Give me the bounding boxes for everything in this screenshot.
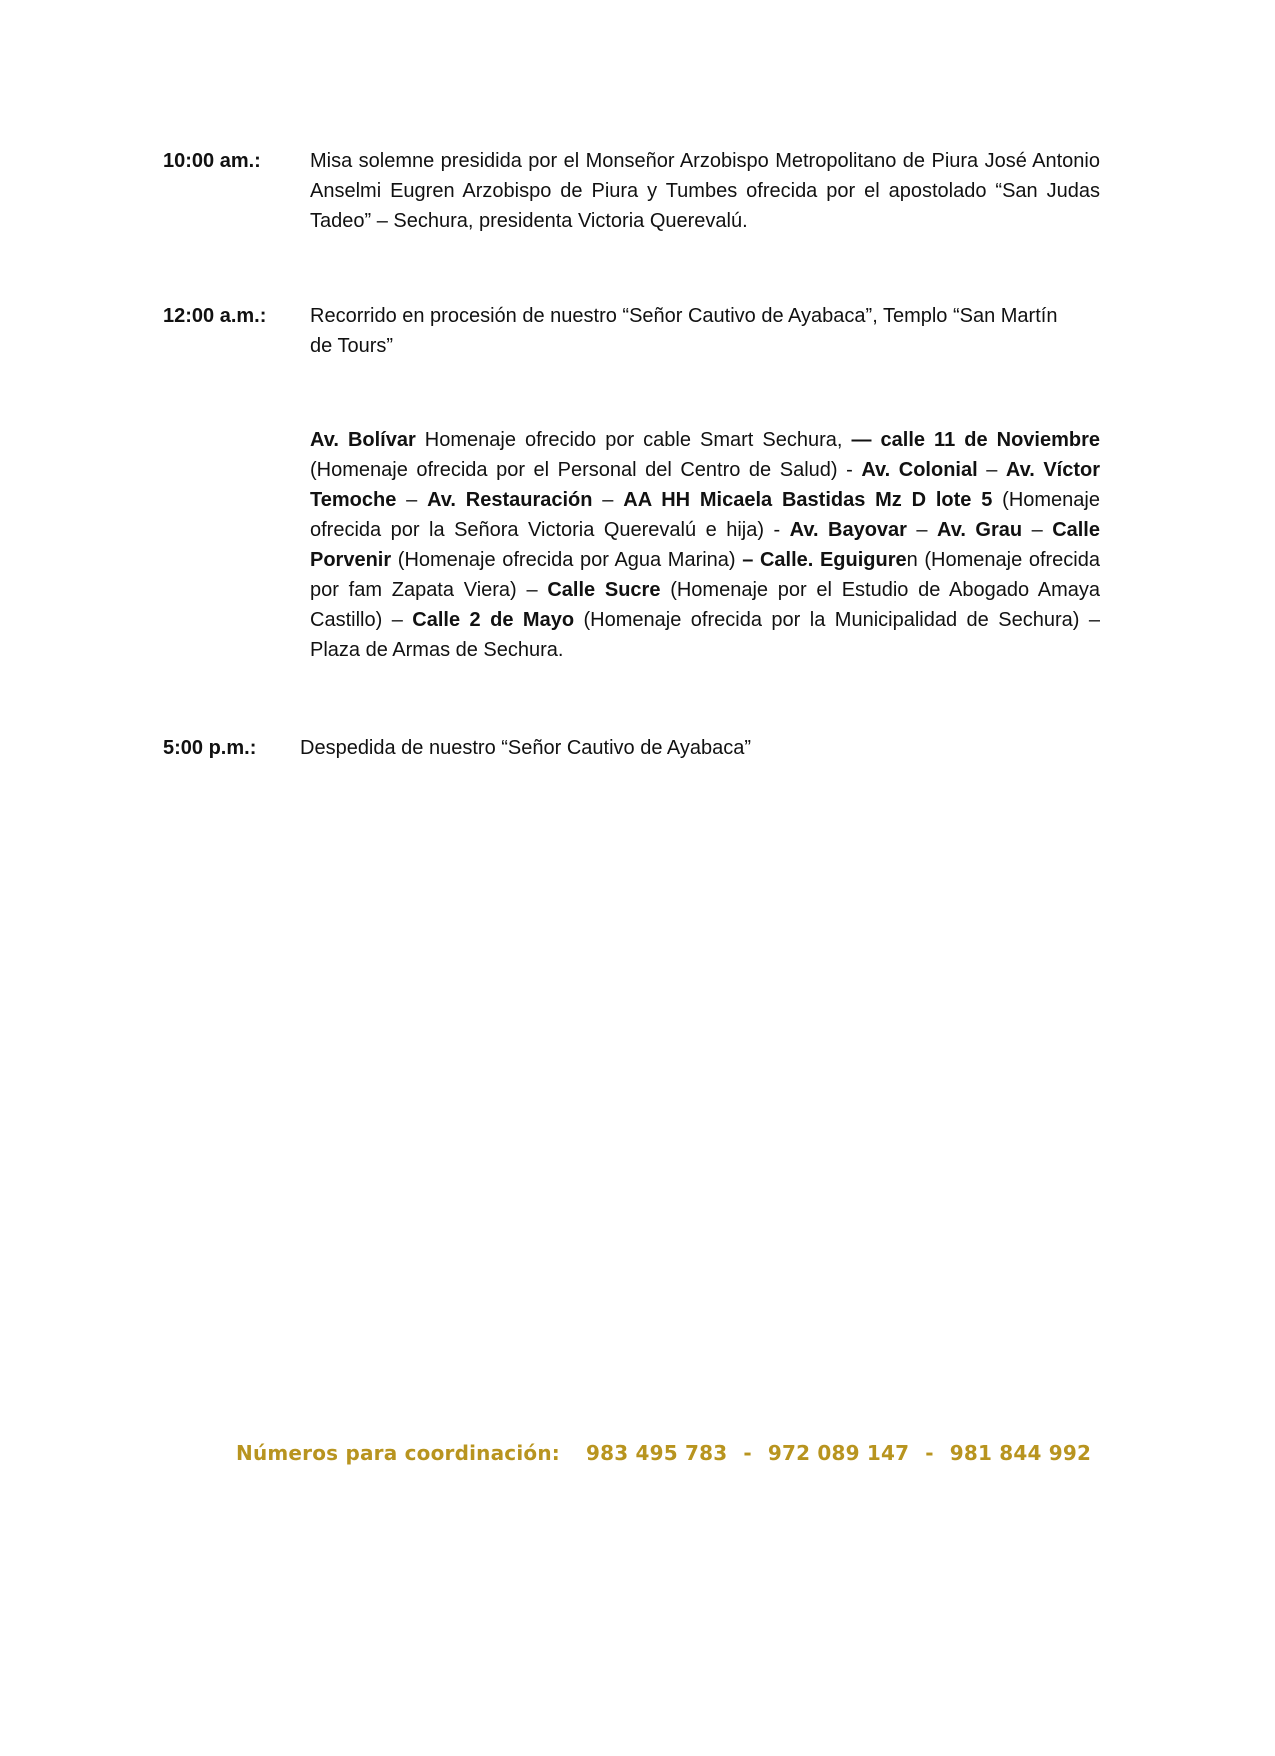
route-segment: – (1022, 519, 1053, 541)
phone-number: 972 089 147 (767, 1441, 910, 1465)
route-segment: – (592, 489, 624, 511)
route-segment: (Homenaje ofrecida por Agua Marina) (391, 549, 743, 571)
route-segment: Calle Porvenir (310, 519, 1100, 571)
schedule-text-3: Despedida de nuestro “Señor Cautivo de Ayabaca” (300, 737, 752, 759)
phone-separator: - (743, 1441, 752, 1465)
route-segment: AA HH Micaela Bastidas Mz D lote 5 (623, 489, 993, 511)
phone-number: 981 844 992 (949, 1441, 1092, 1465)
route-segment: – (906, 519, 938, 541)
route-segment: — calle 11 de Noviembre (851, 429, 1100, 451)
route-segment: Av. Restauración (427, 489, 593, 511)
phone-number: 983 495 783 (585, 1441, 728, 1465)
route-segment: – Calle. Eguigure (742, 549, 907, 571)
schedule-time-2: 12:00 a.m.: (163, 305, 267, 327)
footer-label: Números para coordinación: (236, 1441, 560, 1465)
route-segment: n (Homenaje ofrecida por fam Zapata Viera) – (310, 549, 1100, 601)
route-segment: Av. Bayovar (789, 519, 907, 541)
route-segment: (Homenaje por el Estudio de Abogado Amaya Castillo) – (310, 579, 1101, 631)
schedule-time-1: 10:00 am.: (163, 150, 261, 172)
route-segment: – (396, 489, 428, 511)
schedule-text-2: Recorrido en procesión de nuestro “Señor Cautivo de Ayabaca”, Templo “San Martín de Tours” (310, 305, 1058, 357)
route-segment: – (977, 459, 1006, 481)
route-segment: Calle 2 de Mayo (412, 609, 575, 631)
schedule-text-1: Misa solemne presidida por el Monseñor Arzobispo Metropolitano de Piura José Antonio Anselmi Eugren Arzobispo de Piura y Tumbes ofrecida por el apostolado “San Judas Tadeo” – Sechura, presidenta Victoria Querevalú. (310, 150, 1100, 232)
coordination-footer (236, 1438, 1091, 1468)
route-segment: Av. Bolívar (310, 429, 416, 451)
route-segment: (Homenaje ofrecida por la Municipalidad de Sechura) – Plaza de Armas de Sechura. (310, 609, 1101, 661)
procession-route (310, 425, 1100, 665)
route-segment: (Homenaje ofrecida por el Personal del Centro de Salud) - (310, 459, 862, 481)
phone-separator: - (925, 1441, 934, 1465)
schedule-time-3: 5:00 p.m.: (163, 737, 257, 759)
route-segment: Homenaje ofrecido por cable Smart Sechura, (415, 429, 852, 451)
route-segment: (Homenaje ofrecida por la Señora Victoria Querevalú e hija) - (310, 489, 1100, 541)
route-segment: Av. Víctor Temoche (310, 459, 1100, 511)
route-segment: Calle Sucre (547, 579, 661, 601)
route-segment: Av. Colonial (861, 459, 978, 481)
route-segment: Av. Grau (937, 519, 1023, 541)
